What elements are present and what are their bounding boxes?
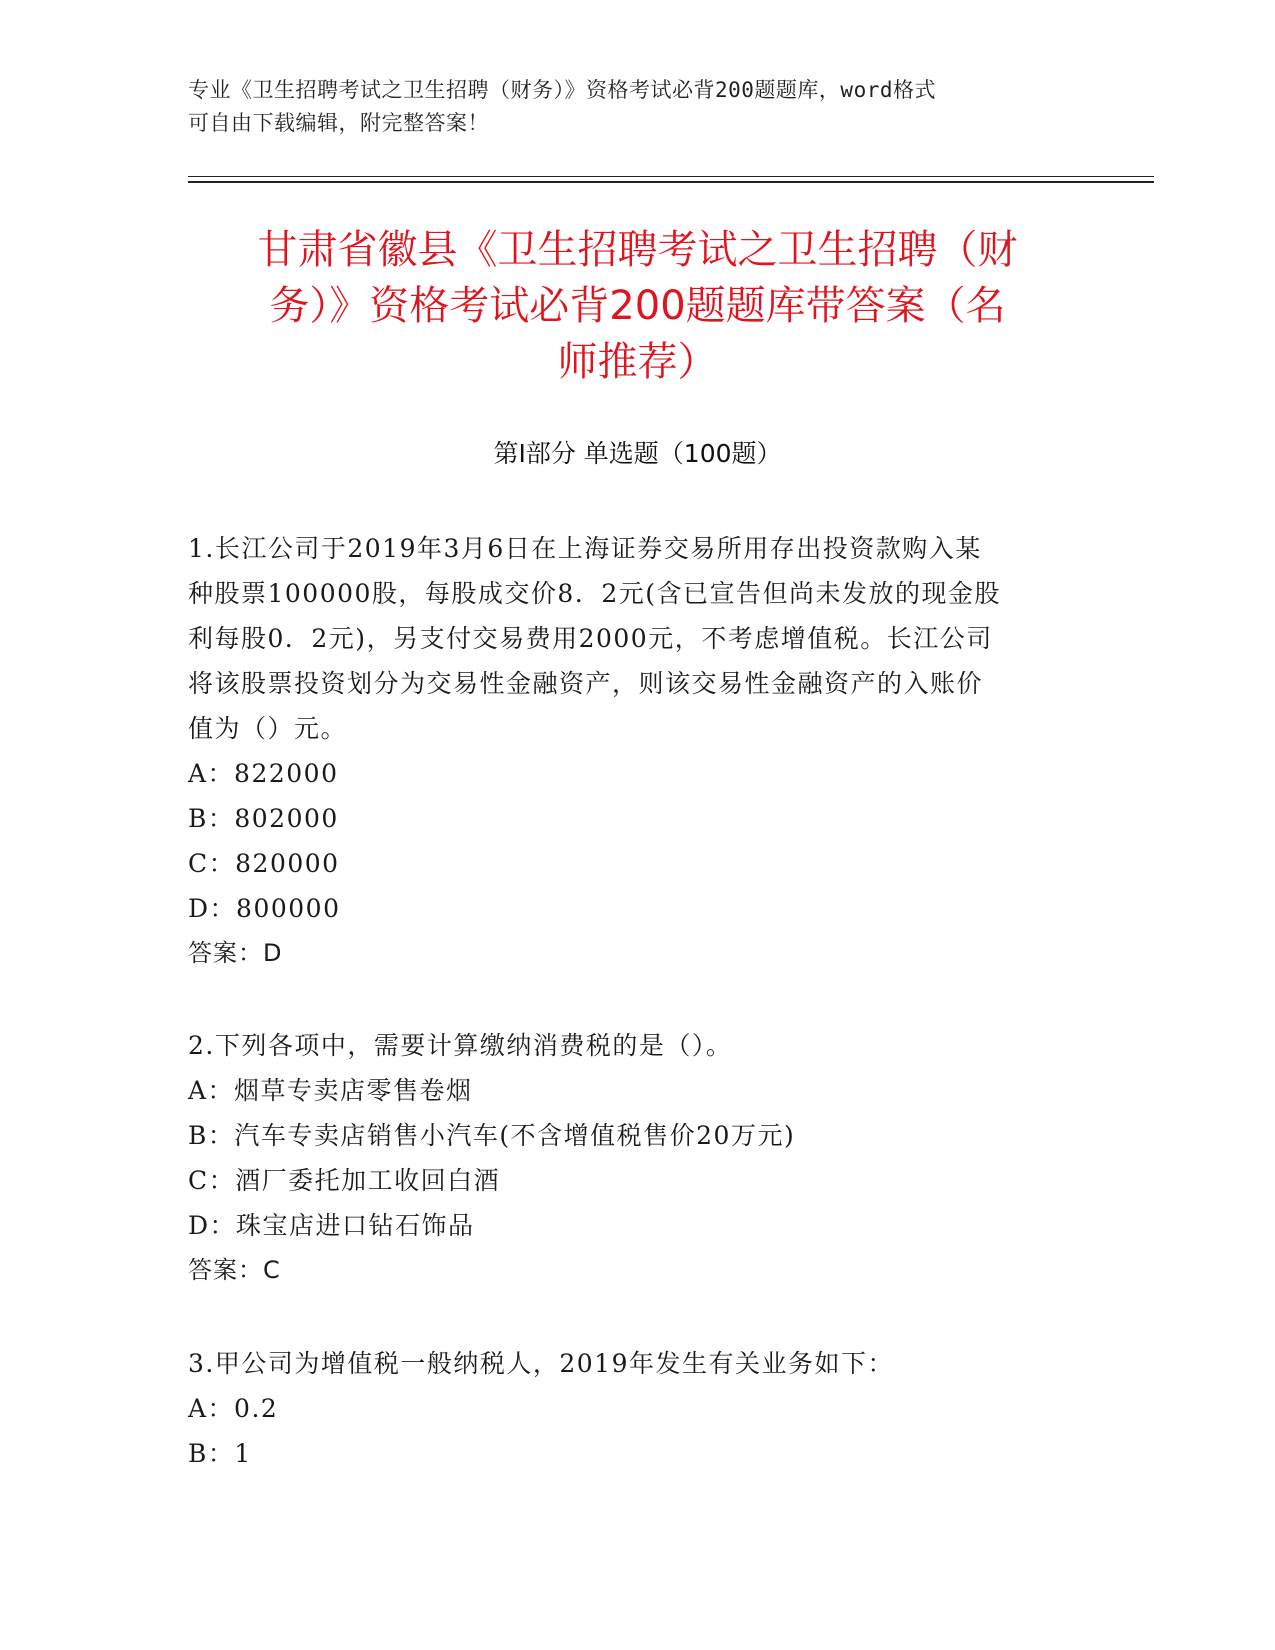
- title-line: 甘肃省徽县《卫生招聘考试之卫生招聘（财: [257, 227, 1018, 273]
- stem-line: 2.下列各项中，需要计算缴纳消费税的是（）。: [188, 1031, 733, 1060]
- option-b: B：802000: [188, 804, 339, 833]
- header-note: [188, 74, 1078, 140]
- title-line: 务）》资格考试必背200题题库带答案（名: [269, 283, 1006, 329]
- header-note-line: 可自由下载编辑，附完整答案！: [188, 111, 489, 135]
- option-b: B：1: [188, 1439, 252, 1468]
- question-block: [188, 1023, 1068, 1293]
- stem-line: 将该股票投资划分为交易性金融资产，则该交易性金融资产的入账价: [188, 669, 984, 698]
- answer-line: 答案：C: [188, 1256, 281, 1284]
- header-divider-thick: [188, 181, 1154, 183]
- question-block: [188, 526, 1068, 976]
- stem-line: 利每股0．2元)，另支付交易费用2000元，不考虑增值税。长江公司: [188, 624, 993, 653]
- question-stem: [188, 1023, 1068, 1068]
- question-stem: [188, 526, 1068, 751]
- stem-line: 1.长江公司于2019年3月6日在上海证券交易所用存出投资款购入某: [188, 534, 982, 563]
- header-note-line: 专业《卫生招聘考试之卫生招聘（财务）》资格考试必背200题题库，word格式: [188, 78, 936, 102]
- option-a: A：822000: [188, 759, 339, 788]
- header-divider-thin: [188, 176, 1154, 177]
- option-d: D：珠宝店进口钻石饰品: [188, 1211, 475, 1240]
- stem-line: 种股票100000股，每股成交价8．2元(含已宣告但尚未发放的现金股: [188, 579, 1002, 608]
- option-c: C：820000: [188, 849, 340, 878]
- option-b: B：汽车专卖店销售小汽车(不含增值税售价20万元): [188, 1121, 796, 1150]
- title-line: 师推荐）: [557, 339, 718, 385]
- option-c: C：酒厂委托加工收回白酒: [188, 1166, 501, 1195]
- question-stem: [188, 1341, 1068, 1386]
- option-a: A：0.2: [188, 1394, 279, 1423]
- stem-line: 3.甲公司为增值税一般纳税人，2019年发生有关业务如下：: [188, 1349, 894, 1378]
- question-block: [188, 1341, 1068, 1476]
- answer-line: 答案：D: [188, 939, 283, 967]
- section-heading: 第Ⅰ部分 单选题（100题）: [493, 439, 782, 468]
- document-title: [180, 222, 1095, 390]
- option-a: A：烟草专卖店零售卷烟: [188, 1076, 473, 1105]
- option-d: D：800000: [188, 894, 341, 923]
- stem-line: 值为（）元。: [188, 714, 348, 743]
